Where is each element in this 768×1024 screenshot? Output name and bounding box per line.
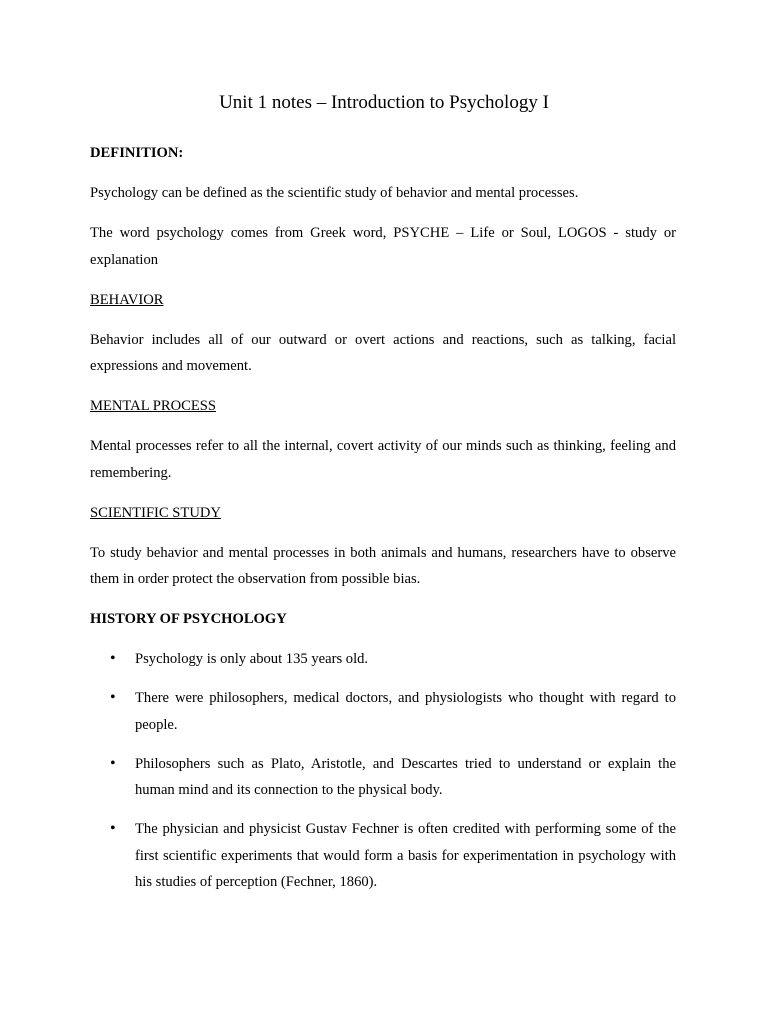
list-item-text: Psychology is only about 135 years old. [135, 651, 369, 667]
list-item [90, 685, 676, 738]
bullet-icon: • [110, 754, 116, 772]
list-item [90, 816, 676, 896]
history-heading: HISTORY OF PSYCHOLOGY [90, 611, 287, 627]
list-item [90, 751, 676, 804]
list-item [90, 646, 676, 673]
scientific-study-paragraph: To study behavior and mental processes in both animals and humans, researchers have to observe them in order protect the observation from possible bias. [90, 544, 676, 587]
list-item-text: There were philosophers, medical doctors, and physiologists who thought with regard to people. [135, 690, 676, 733]
list-item-text: Philosophers such as Plato, Aristotle, and Descartes tried to understand or explain the human mind and its connection to the physical body. [135, 755, 676, 798]
list-item-text: The physician and physicist Gustav Fechner is often credited with performing some of the first scientific experiments that would form a basis for experimentation in psychology with his studies of perception (Fechner, 1860). [135, 821, 676, 890]
mental-process-heading: MENTAL PROCESS [90, 398, 217, 414]
definition-heading: DEFINITION: [90, 145, 184, 161]
history-list [90, 646, 676, 896]
bullet-icon: • [110, 820, 116, 837]
definition-paragraph-1: Psychology can be defined as the scientific study of behavior and mental processes. [90, 185, 579, 201]
document-body [90, 140, 676, 908]
bullet-icon: • [110, 650, 116, 667]
document-title: Unit 1 notes – Introduction to Psychology I [219, 92, 549, 113]
behavior-paragraph: Behavior includes all of our outward or overt actions and reactions, such as talking, facial expressions and movement. [90, 331, 676, 374]
scientific-study-heading: SCIENTIFIC STUDY [90, 504, 221, 521]
definition-paragraph-2: The word psychology comes from Greek word, PSYCHE – Life or Soul, LOGOS - study or explanation [90, 225, 676, 268]
behavior-heading: BEHAVIOR [90, 291, 164, 308]
bullet-icon: • [110, 689, 116, 706]
mental-process-paragraph: Mental processes refer to all the internal, covert activity of our minds such as thinking, feeling and remembering. [90, 438, 676, 481]
